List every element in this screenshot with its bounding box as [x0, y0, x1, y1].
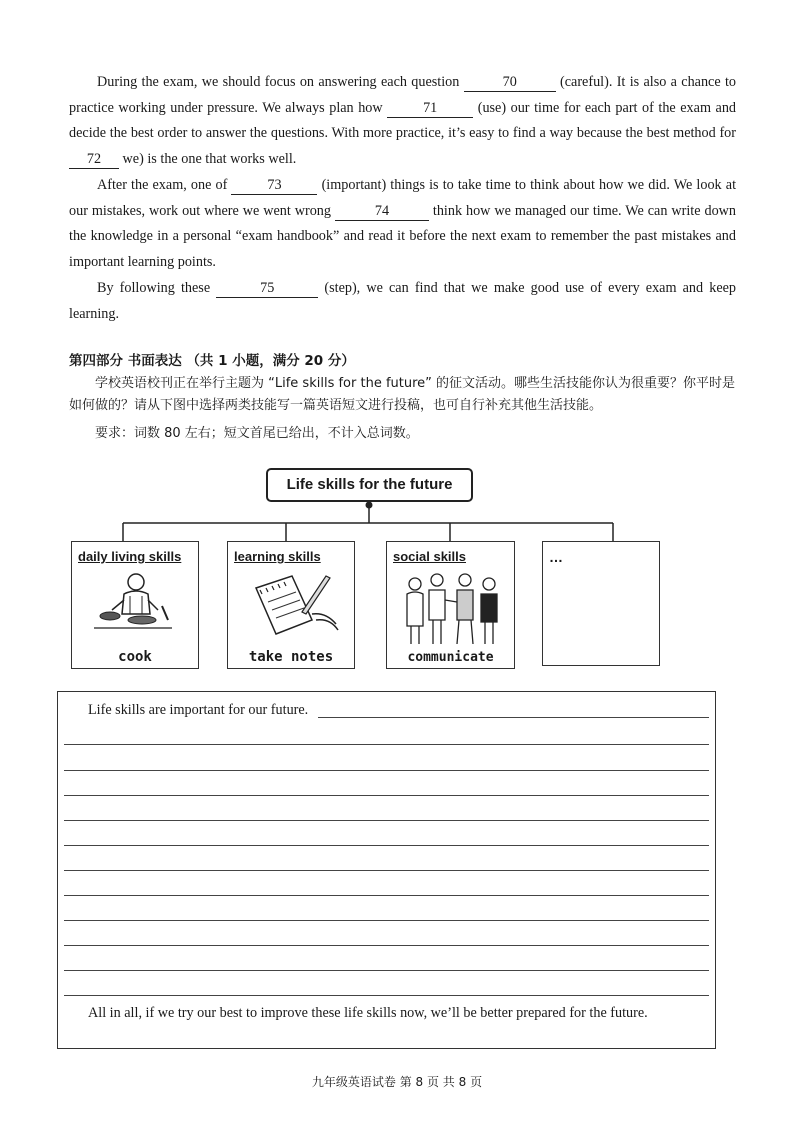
card-caption: communicate: [407, 650, 494, 665]
p2-text-3: think how we managed our time. We can write down the knowledge in a personal “exam handbook” and read it before the next exam to remember the past mistakes and important learning points.: [69, 202, 736, 270]
writing-line: [64, 770, 709, 771]
card-daily-living-skills: [71, 541, 199, 669]
writing-opening: Life skills are important for our future.: [88, 702, 309, 718]
writing-closing: All in all, if we try our best to improve these life skills now, we’ll be better prepared for the future.: [88, 1005, 648, 1021]
writing-line: [318, 717, 709, 718]
section-4-prompt: 学校英语校刊正在举行主题为 “Life skills for the future” 的征文活动。哪些生活技能你认为很重要？你平时是如何做的？请从下图中选择两类技能写一篇英语短文进行投稿，也可自行补充其他生活技能。: [69, 376, 736, 413]
writing-line: [64, 945, 709, 946]
writing-line: [64, 995, 709, 996]
writing-line: [64, 970, 709, 971]
card-more-skills: [542, 541, 660, 666]
card-learning-skills: [227, 541, 355, 669]
writing-line: [64, 895, 709, 896]
notebook-icon: [246, 568, 342, 642]
writing-line: [64, 820, 709, 821]
writing-line: [64, 870, 709, 871]
blank-71[interactable]: 71: [387, 99, 473, 118]
cook-icon: [94, 570, 174, 642]
card-label: learning skills: [234, 549, 321, 564]
p1-text-2: (careful). It is also a chance to practice working under pressure. We always plan how: [69, 74, 737, 116]
card-label: daily living skills: [78, 549, 182, 564]
p1-text-1: During the exam, we should focus on answering each question: [97, 74, 460, 90]
writing-line: [64, 845, 709, 846]
blank-75[interactable]: 75: [216, 279, 318, 298]
section-4-requirements: 要求：词数 80 左右；短文首尾已给出，不计入总词数。: [95, 426, 419, 441]
card-caption: cook: [118, 649, 152, 665]
blank-74[interactable]: 74: [335, 202, 429, 221]
writing-line: [64, 744, 709, 745]
p3-text-1: By following these: [97, 280, 211, 296]
page-footer: 九年级英语试卷 第 8 页 共 8 页: [311, 1075, 483, 1089]
blank-72[interactable]: 72: [69, 150, 119, 169]
blank-73[interactable]: 73: [231, 176, 317, 195]
card-social-skills: [386, 541, 515, 669]
writing-line: [64, 920, 709, 921]
mindmap-title: Life skills for the future: [266, 468, 473, 502]
p2-text-2: (important) things is to take time to think about how we did. We look at our mistakes, work out where we went wrong: [69, 177, 737, 219]
card-label: …: [549, 549, 563, 565]
writing-box[interactable]: [57, 691, 716, 1049]
writing-line: [64, 795, 709, 796]
card-label: social skills: [393, 549, 466, 564]
people-icon: [401, 568, 505, 648]
card-caption: take notes: [248, 649, 334, 665]
p2-text-1: After the exam, one of: [97, 177, 228, 193]
p3-text-2: (step), we can find that we make good use of every exam and keep learning.: [69, 280, 737, 322]
p1-text-3: (use) our time for each part of the exam and decide the best order to answer the questions. With more practice, it’s easy to find a way because the best method for: [69, 99, 737, 141]
p1-text-4: we) is the one that works well.: [122, 150, 297, 167]
section-4-title: 第四部分 书面表达 （共 1 小题，满分 20 分）: [69, 353, 355, 369]
blank-70[interactable]: 70: [464, 73, 556, 92]
